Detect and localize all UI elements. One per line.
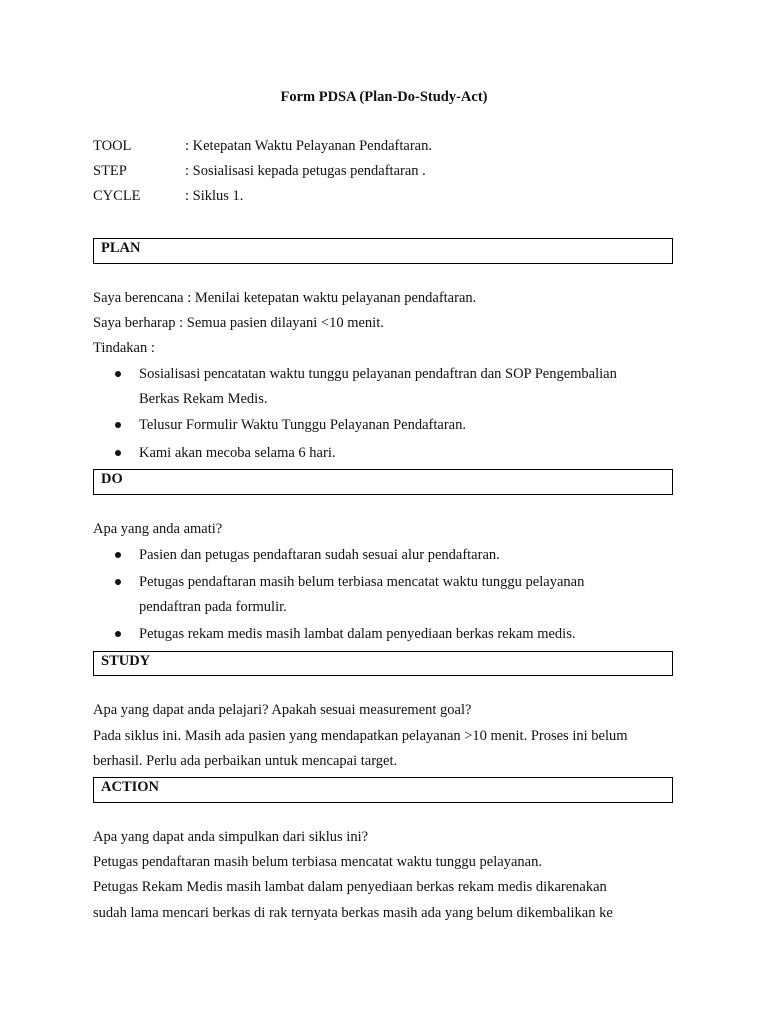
do-question: Apa yang anda amati? bbox=[93, 521, 223, 537]
study-line: berhasil. Perlu ada perbaikan untuk mencapai target. bbox=[93, 753, 398, 769]
section-heading-do bbox=[93, 469, 673, 495]
plan-line: Saya berharap : Semua pasien dilayani <10 menit. bbox=[93, 315, 384, 331]
meta-row-cycle bbox=[93, 186, 693, 206]
action-line: Apa yang dapat anda simpulkan dari siklus ini? bbox=[93, 829, 369, 845]
meta-key: STEP bbox=[93, 163, 127, 179]
bullet-icon bbox=[115, 579, 121, 585]
list-item-text: Kami akan mecoba selama 6 hari. bbox=[139, 445, 336, 461]
action-line: Petugas Rekam Medis masih lambat dalam penyediaan berkas rekam medis dikarenakan bbox=[93, 879, 607, 895]
section-heading-plan bbox=[93, 238, 673, 264]
list-item-continuation: Berkas Rekam Medis. bbox=[139, 391, 268, 407]
section-heading-label: ACTION bbox=[101, 779, 160, 795]
meta-value: : Sosialisasi kepada petugas pendaftaran . bbox=[185, 163, 426, 179]
meta-key: CYCLE bbox=[93, 188, 141, 204]
list-item-text: Sosialisasi pencatatan waktu tunggu pelayanan pendaftran dan SOP Pengembalian bbox=[139, 366, 617, 382]
list-item-continuation: pendaftran pada formulir. bbox=[139, 599, 287, 615]
list-item-text: Telusur Formulir Waktu Tunggu Pelayanan Pendaftaran. bbox=[139, 417, 466, 433]
meta-row-tool bbox=[93, 136, 693, 156]
action-line: Petugas pendaftaran masih belum terbiasa mencatat waktu tunggu pelayanan. bbox=[93, 854, 542, 870]
plan-line: Tindakan : bbox=[93, 340, 155, 356]
bullet-icon bbox=[115, 422, 121, 428]
section-heading-action bbox=[93, 777, 673, 803]
section-heading-study bbox=[93, 651, 673, 676]
document-title: Form PDSA (Plan-Do-Study-Act) bbox=[280, 89, 488, 105]
section-heading-label: STUDY bbox=[101, 653, 151, 669]
meta-row-step bbox=[93, 161, 693, 181]
bullet-icon bbox=[115, 450, 121, 456]
study-line: Apa yang dapat anda pelajari? Apakah sesuai measurement goal? bbox=[93, 702, 472, 718]
action-line: sudah lama mencari berkas di rak ternyata berkas masih ada yang belum dikembalikan ke bbox=[93, 905, 613, 921]
bullet-icon bbox=[115, 552, 121, 558]
meta-value: : Siklus 1. bbox=[185, 188, 244, 204]
list-item-text: Petugas pendaftaran masih belum terbiasa mencatat waktu tunggu pelayanan bbox=[139, 574, 585, 590]
study-line: Pada siklus ini. Masih ada pasien yang mendapatkan pelayanan >10 menit. Proses ini belum bbox=[93, 728, 628, 744]
plan-line: Saya berencana : Menilai ketepatan waktu pelayanan pendaftaran. bbox=[93, 290, 477, 306]
list-item-text: Petugas rekam medis masih lambat dalam penyediaan berkas rekam medis. bbox=[139, 626, 576, 642]
section-heading-label: DO bbox=[101, 471, 123, 487]
bullet-icon bbox=[115, 371, 121, 377]
meta-value: : Ketepatan Waktu Pelayanan Pendaftaran. bbox=[185, 138, 432, 154]
meta-key: TOOL bbox=[93, 138, 132, 154]
list-item-text: Pasien dan petugas pendaftaran sudah sesuai alur pendaftaran. bbox=[139, 547, 500, 563]
bullet-icon bbox=[115, 631, 121, 637]
section-heading-label: PLAN bbox=[101, 240, 141, 256]
